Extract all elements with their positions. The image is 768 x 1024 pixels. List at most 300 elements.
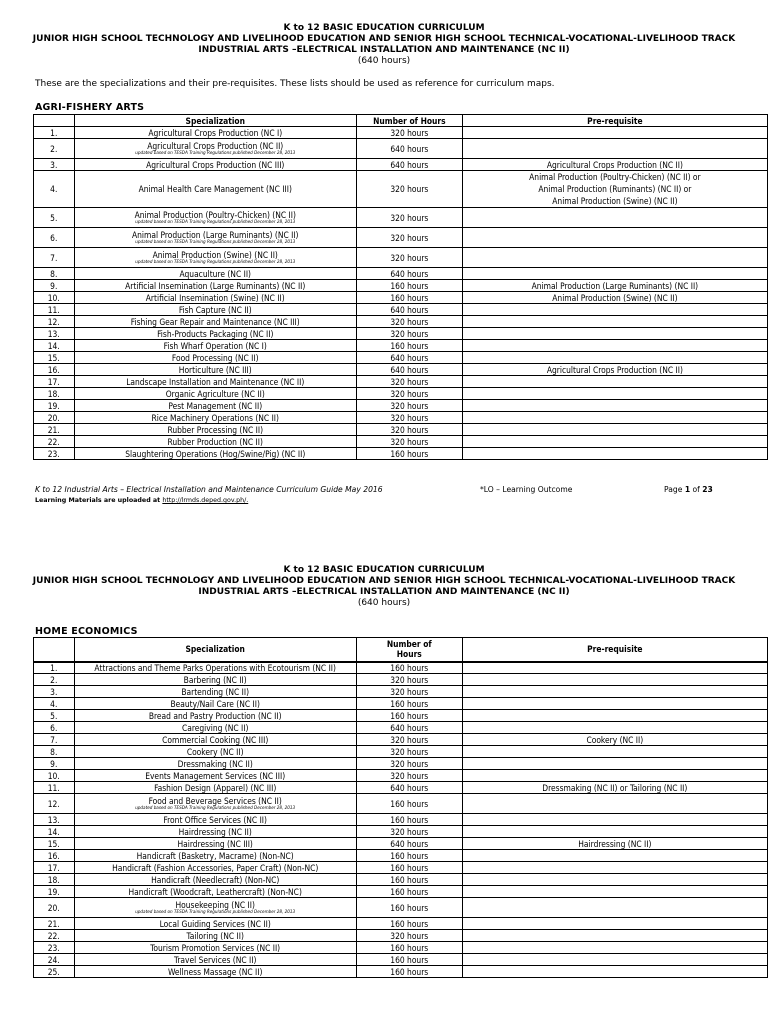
row-number: 21.	[34, 424, 75, 436]
row-prerequisite	[462, 674, 767, 686]
row-number: 2.	[34, 139, 75, 159]
table-row	[34, 942, 768, 954]
table-row	[34, 280, 768, 292]
row-specialization	[74, 328, 356, 340]
tesda-update-note: updated based on TESDA Training Regulations published December 28, 2013	[135, 219, 296, 225]
row-prerequisite	[462, 328, 767, 340]
row-prerequisite	[462, 352, 767, 364]
row-hours: 320 hours	[356, 734, 462, 746]
row-number: 4.	[34, 171, 75, 208]
row-hours: 160 hours	[356, 340, 462, 352]
specialization-name: Tourism Promotion Services (NC II)	[150, 942, 281, 953]
specialization-name: Barbering (NC II)	[183, 674, 247, 685]
row-prerequisite	[462, 340, 767, 352]
row-number: 14.	[34, 826, 75, 838]
table-row	[34, 770, 768, 782]
specialization-name: Beauty/Nail Care (NC II)	[170, 698, 260, 709]
row-specialization	[74, 886, 356, 898]
row-specialization	[74, 436, 356, 448]
row-hours: 160 hours	[356, 886, 462, 898]
table-row	[34, 698, 768, 710]
row-specialization	[74, 171, 356, 208]
row-specialization	[74, 838, 356, 850]
table-row	[34, 838, 768, 850]
row-specialization	[74, 722, 356, 734]
row-specialization	[74, 782, 356, 794]
row-specialization	[74, 758, 356, 770]
row-hours: 320 hours	[356, 127, 462, 139]
row-number: 25.	[34, 966, 75, 978]
row-hours: 160 hours	[356, 966, 462, 978]
row-number: 4.	[34, 698, 75, 710]
table-row	[34, 782, 768, 794]
row-hours: 160 hours	[356, 280, 462, 292]
row-prerequisite	[462, 171, 767, 208]
row-hours: 320 hours	[356, 686, 462, 698]
row-number: 19.	[34, 886, 75, 898]
row-specialization	[74, 364, 356, 376]
row-number: 20.	[34, 898, 75, 918]
table-row	[34, 746, 768, 758]
footer-page-of: of	[690, 485, 703, 494]
header-line-4: (640 hours)	[357, 56, 411, 66]
specialization-name: Animal Production (Poultry-Chicken) (NC II)	[134, 209, 296, 220]
tesda-update-note: updated based on TESDA Training Regulations published December 28, 2013	[135, 259, 296, 265]
table-row	[34, 686, 768, 698]
row-hours: 640 hours	[356, 304, 462, 316]
row-specialization	[74, 159, 356, 171]
row-hours: 640 hours	[356, 352, 462, 364]
specialization-name: Rubber Processing (NC II)	[167, 424, 264, 435]
row-number: 15.	[34, 838, 75, 850]
table-row	[34, 734, 768, 746]
row-hours: 640 hours	[356, 782, 462, 794]
row-number: 10.	[34, 292, 75, 304]
tesda-update-note: updated based on TESDA Training Regulations published December 28, 2013	[135, 239, 296, 245]
row-number: 9.	[34, 758, 75, 770]
table-row	[34, 340, 768, 352]
page-header-2	[0, 565, 768, 609]
row-prerequisite	[462, 886, 767, 898]
table-row	[34, 862, 768, 874]
row-specialization	[74, 340, 356, 352]
row-prerequisite	[462, 698, 767, 710]
table-row	[34, 208, 768, 228]
row-prerequisite	[462, 826, 767, 838]
row-specialization	[74, 139, 356, 159]
footer-page-word: Page	[664, 485, 685, 494]
row-number: 17.	[34, 376, 75, 388]
specialization-name: Aquaculture (NC II)	[179, 268, 251, 279]
table-row	[34, 758, 768, 770]
row-prerequisite	[462, 686, 767, 698]
specialization-name: Fish-Products Packaging (NC II)	[157, 328, 274, 339]
row-prerequisite	[462, 814, 767, 826]
specialization-name: Animal Health Care Management (NC III)	[138, 184, 292, 194]
row-number: 3.	[34, 686, 75, 698]
row-hours: 160 hours	[356, 862, 462, 874]
footer-url-link[interactable]: http://lrmds.deped.gov.ph/.	[162, 497, 249, 504]
footer-guide-title: K to 12 Industrial Arts – Electrical Installation and Maintenance Curriculum Guide May 2016	[35, 485, 383, 494]
specialization-name: Animal Production (Swine) (NC II)	[152, 249, 278, 260]
table-row	[34, 662, 768, 674]
table-row	[34, 328, 768, 340]
row-prerequisite	[462, 436, 767, 448]
row-hours: 160 hours	[356, 942, 462, 954]
specialization-name: Events Management Services (NC III)	[145, 770, 286, 781]
specialization-name: Caregiving (NC II)	[181, 722, 249, 733]
agri-fishery-table	[33, 114, 768, 460]
tesda-update-note: updated based on TESDA Training Regulations published December 28, 2013	[135, 150, 296, 156]
row-hours: 640 hours	[356, 268, 462, 280]
row-hours: 320 hours	[356, 758, 462, 770]
specialization-name: Organic Agriculture (NC II)	[165, 388, 265, 399]
specialization-name: Fishing Gear Repair and Maintenance (NC III)	[130, 316, 300, 327]
row-specialization	[74, 424, 356, 436]
specialization-name: Agricultural Crops Production (NC I)	[148, 127, 283, 138]
row-specialization	[74, 412, 356, 424]
row-number: 15.	[34, 352, 75, 364]
specialization-name: Artificial Insemination (Swine) (NC II)	[145, 292, 285, 303]
specialization-name: Cookery (NC II)	[186, 746, 244, 757]
prerequisite-line: Animal Production (Swine) (NC II)	[552, 196, 678, 206]
row-number: 5.	[34, 208, 75, 228]
row-specialization	[74, 850, 356, 862]
row-specialization	[74, 662, 356, 674]
row-hours: 160 hours	[356, 448, 462, 460]
document-page-2	[0, 525, 768, 1024]
row-number: 19.	[34, 400, 75, 412]
row-hours: 160 hours	[356, 954, 462, 966]
table-row	[34, 127, 768, 139]
row-number: 9.	[34, 280, 75, 292]
row-specialization	[74, 228, 356, 248]
row-number: 8.	[34, 268, 75, 280]
table-row	[34, 448, 768, 460]
row-number: 17.	[34, 862, 75, 874]
table-row	[34, 954, 768, 966]
row-specialization	[74, 710, 356, 722]
row-specialization	[74, 874, 356, 886]
specialization-name: Hairdressing (NC II)	[178, 826, 252, 837]
row-specialization	[74, 898, 356, 918]
col-header-hours: Number of Hours	[356, 115, 462, 127]
row-number: 11.	[34, 304, 75, 316]
row-hours: 320 hours	[356, 770, 462, 782]
row-hours: 320 hours	[356, 171, 462, 208]
row-prerequisite	[462, 758, 767, 770]
section-title-home: HOME ECONOMICS	[35, 626, 138, 637]
table-row	[34, 268, 768, 280]
specialization-name: Bartending (NC II)	[181, 686, 250, 697]
row-hours: 320 hours	[356, 412, 462, 424]
col2-header-hours	[356, 638, 462, 662]
footer-page-current: 1	[684, 485, 691, 494]
row-number: 6.	[34, 228, 75, 248]
row-prerequisite	[462, 874, 767, 886]
row-specialization	[74, 268, 356, 280]
row-number: 8.	[34, 746, 75, 758]
row-hours: 320 hours	[356, 674, 462, 686]
row-prerequisite	[462, 770, 767, 782]
specialization-name: Fish Wharf Operation (NC I)	[163, 340, 267, 351]
row-prerequisite	[462, 942, 767, 954]
row-hours: 640 hours	[356, 139, 462, 159]
table-row	[34, 248, 768, 268]
row-specialization	[74, 448, 356, 460]
row-number: 12.	[34, 316, 75, 328]
row-specialization	[74, 400, 356, 412]
row-number: 1.	[34, 127, 75, 139]
row-hours: 320 hours	[356, 316, 462, 328]
row-number: 20.	[34, 412, 75, 424]
row-specialization	[74, 674, 356, 686]
row-number: 22.	[34, 436, 75, 448]
row-number: 5.	[34, 710, 75, 722]
table-row	[34, 794, 768, 814]
specialization-name: Handicraft (Needlecraft) (Non-NC)	[151, 874, 280, 885]
row-prerequisite	[462, 139, 767, 159]
row-hours: 320 hours	[356, 376, 462, 388]
row-prerequisite	[462, 248, 767, 268]
specialization-name: Slaughtering Operations (Hog/Swine/Pig) (NC II)	[125, 448, 306, 459]
row-specialization	[74, 304, 356, 316]
table-row	[34, 710, 768, 722]
row-prerequisite	[462, 304, 767, 316]
row-prerequisite	[462, 316, 767, 328]
row-number: 7.	[34, 734, 75, 746]
specialization-name: Horticulture (NC III)	[178, 364, 252, 375]
row-hours: 320 hours	[356, 436, 462, 448]
col2-header-hours-line2: Hours	[396, 649, 422, 660]
row-specialization	[74, 127, 356, 139]
row-prerequisite	[462, 746, 767, 758]
col2-header-number	[34, 638, 75, 662]
row-hours: 320 hours	[356, 328, 462, 340]
row-specialization	[74, 954, 356, 966]
row-specialization	[74, 248, 356, 268]
row-prerequisite	[462, 918, 767, 930]
table-row	[34, 316, 768, 328]
row-number: 1.	[34, 662, 75, 674]
table-row	[34, 292, 768, 304]
row-specialization	[74, 292, 356, 304]
footer-materials	[35, 497, 248, 504]
specialization-name: Dressmaking (NC II)	[177, 758, 253, 769]
table-row	[34, 159, 768, 171]
row-prerequisite: Cookery (NC II)	[462, 734, 767, 746]
row-prerequisite	[462, 850, 767, 862]
table-row	[34, 139, 768, 159]
row-prerequisite	[462, 966, 767, 978]
row-number: 6.	[34, 722, 75, 734]
row-hours: 640 hours	[356, 364, 462, 376]
row-number: 21.	[34, 918, 75, 930]
row-hours: 160 hours	[356, 794, 462, 814]
specialization-name: Fashion Design (Apparel) (NC III)	[154, 782, 277, 793]
specialization-name: Local Guiding Services (NC II)	[159, 918, 271, 929]
row-prerequisite	[462, 954, 767, 966]
specialization-name: Wellness Massage (NC II)	[167, 966, 263, 977]
row-hours: 320 hours	[356, 228, 462, 248]
row-hours: 320 hours	[356, 400, 462, 412]
row-hours: 320 hours	[356, 424, 462, 436]
row-specialization	[74, 686, 356, 698]
header-line-1: K to 12 BASIC EDUCATION CURRICULUM	[283, 23, 485, 33]
row-hours: 160 hours	[356, 698, 462, 710]
row-number: 11.	[34, 782, 75, 794]
specialization-name: Landscape Installation and Maintenance (NC II)	[126, 376, 305, 387]
row-number: 16.	[34, 364, 75, 376]
row-hours: 320 hours	[356, 208, 462, 228]
row-prerequisite	[462, 268, 767, 280]
footer-page-number	[664, 485, 713, 494]
col-header-specialization: Specialization	[74, 115, 356, 127]
row-hours: 160 hours	[356, 662, 462, 674]
row-prerequisite	[462, 930, 767, 942]
row-prerequisite	[462, 127, 767, 139]
row-specialization	[74, 352, 356, 364]
row-number: 13.	[34, 814, 75, 826]
row-number: 2.	[34, 674, 75, 686]
col-header-number	[34, 115, 75, 127]
table-row	[34, 918, 768, 930]
row-prerequisite	[462, 710, 767, 722]
col2-header-hours-line1: Number of	[386, 639, 432, 650]
footer-lo-note: *LO – Learning Outcome	[480, 485, 573, 494]
row-prerequisite: Animal Production (Swine) (NC II)	[462, 292, 767, 304]
row-prerequisite: Dressmaking (NC II) or Tailoring (NC II)	[462, 782, 767, 794]
specialization-name: Front Office Services (NC II)	[163, 814, 267, 825]
header2-line-2: JUNIOR HIGH SCHOOL TECHNOLOGY AND LIVELIHOOD EDUCATION AND SENIOR HIGH SCHOOL TECHNICAL-VOCATIONAL-LIVELIHOOD TRACK	[32, 576, 736, 586]
footer-materials-label: Learning Materials are uploaded at	[35, 497, 163, 504]
specialization-name: Food Processing (NC II)	[171, 352, 259, 363]
intro-text: These are the specializations and their pre-requisites. These lists should be used as reference for curriculum maps.	[35, 79, 555, 89]
specialization-name: Commercial Cooking (NC III)	[162, 734, 269, 745]
tesda-update-note: updated based on TESDA Training Regulations published December 28, 2013	[135, 909, 296, 915]
row-specialization	[74, 930, 356, 942]
row-prerequisite	[462, 376, 767, 388]
table-row	[34, 400, 768, 412]
specialization-name: Animal Production (Large Ruminants) (NC II)	[132, 229, 299, 240]
specialization-name: Agricultural Crops Production (NC III)	[146, 159, 285, 170]
row-specialization	[74, 316, 356, 328]
table-row	[34, 171, 768, 208]
header2-line-1: K to 12 BASIC EDUCATION CURRICULUM	[283, 565, 485, 575]
row-hours: 160 hours	[356, 814, 462, 826]
table-row	[34, 304, 768, 316]
row-hours: 320 hours	[356, 248, 462, 268]
row-prerequisite	[462, 424, 767, 436]
section-title-agri: AGRI-FISHERY ARTS	[35, 102, 145, 113]
row-prerequisite	[462, 794, 767, 814]
row-hours: 320 hours	[356, 746, 462, 758]
table-row	[34, 424, 768, 436]
row-prerequisite: Hairdressing (NC II)	[462, 838, 767, 850]
specialization-name: Handicraft (Woodcraft, Leathercraft) (Non-NC)	[128, 886, 302, 897]
table-row	[34, 412, 768, 424]
row-hours: 640 hours	[356, 159, 462, 171]
row-number: 23.	[34, 448, 75, 460]
table-row	[34, 352, 768, 364]
row-prerequisite	[462, 722, 767, 734]
specialization-name: Hairdressing (NC III)	[177, 838, 253, 849]
row-number: 14.	[34, 340, 75, 352]
row-specialization	[74, 280, 356, 292]
row-specialization	[74, 208, 356, 228]
row-specialization	[74, 918, 356, 930]
specialization-name: Travel Services (NC II)	[173, 954, 257, 965]
row-specialization	[74, 698, 356, 710]
specialization-name: Artificial Insemination (Large Ruminants) (NC II)	[125, 280, 306, 291]
row-specialization	[74, 388, 356, 400]
row-specialization	[74, 942, 356, 954]
specialization-name: Fish Capture (NC II)	[178, 304, 252, 315]
table-row	[34, 364, 768, 376]
row-number: 12.	[34, 794, 75, 814]
row-specialization	[74, 826, 356, 838]
specialization-name: Handicraft (Fashion Accessories, Paper Craft) (Non-NC)	[112, 862, 319, 873]
row-number: 3.	[34, 159, 75, 171]
row-hours: 640 hours	[356, 838, 462, 850]
table-row	[34, 436, 768, 448]
row-number: 23.	[34, 942, 75, 954]
table-row	[34, 850, 768, 862]
header2-line-3: INDUSTRIAL ARTS –ELECTRICAL INSTALLATION AND MAINTENANCE (NC II)	[198, 587, 570, 597]
footer-page-total: 23	[702, 485, 713, 494]
row-hours: 160 hours	[356, 898, 462, 918]
row-hours: 320 hours	[356, 388, 462, 400]
row-prerequisite: Agricultural Crops Production (NC II)	[462, 159, 767, 171]
table-row	[34, 874, 768, 886]
header-line-2: JUNIOR HIGH SCHOOL TECHNOLOGY AND LIVELIHOOD EDUCATION AND SENIOR HIGH SCHOOL TECHNICAL-VOCATIONAL-LIVELIHOOD TRACK	[32, 34, 736, 44]
prerequisite-line: Animal Production (Poultry-Chicken) (NC II) or	[529, 172, 701, 182]
row-hours: 160 hours	[356, 710, 462, 722]
row-hours: 320 hours	[356, 826, 462, 838]
table-row	[34, 898, 768, 918]
specialization-name: Tailoring (NC II)	[186, 930, 244, 941]
row-prerequisite	[462, 412, 767, 424]
col2-header-prerequisite: Pre-requisite	[462, 638, 767, 662]
row-number: 13.	[34, 328, 75, 340]
specialization-name: Rubber Production (NC II)	[167, 436, 263, 447]
table-row	[34, 376, 768, 388]
row-number: 7.	[34, 248, 75, 268]
row-specialization	[74, 966, 356, 978]
prerequisite-line: Animal Production (Ruminants) (NC II) or	[538, 184, 692, 194]
specialization-name: Pest Management (NC II)	[168, 400, 263, 411]
specialization-name: Food and Beverage Services (NC II)	[148, 795, 282, 806]
header-line-3: INDUSTRIAL ARTS –ELECTRICAL INSTALLATION AND MAINTENANCE (NC II)	[198, 45, 570, 55]
row-number: 24.	[34, 954, 75, 966]
home-economics-table	[33, 637, 768, 978]
row-prerequisite	[462, 448, 767, 460]
specialization-name: Housekeeping (NC II)	[175, 899, 255, 910]
row-prerequisite	[462, 662, 767, 674]
specialization-name: Rice Machinery Operations (NC II)	[151, 412, 279, 423]
row-hours: 160 hours	[356, 292, 462, 304]
row-number: 22.	[34, 930, 75, 942]
col-header-prerequisite: Pre-requisite	[462, 115, 767, 127]
specialization-name: Handicraft (Basketry, Macrame) (Non-NC)	[136, 850, 294, 861]
row-hours: 640 hours	[356, 722, 462, 734]
row-number: 18.	[34, 874, 75, 886]
row-specialization	[74, 746, 356, 758]
header2-line-4: (640 hours)	[357, 598, 411, 608]
row-number: 16.	[34, 850, 75, 862]
table-row	[34, 674, 768, 686]
specialization-name: Agricultural Crops Production (NC II)	[147, 140, 284, 151]
